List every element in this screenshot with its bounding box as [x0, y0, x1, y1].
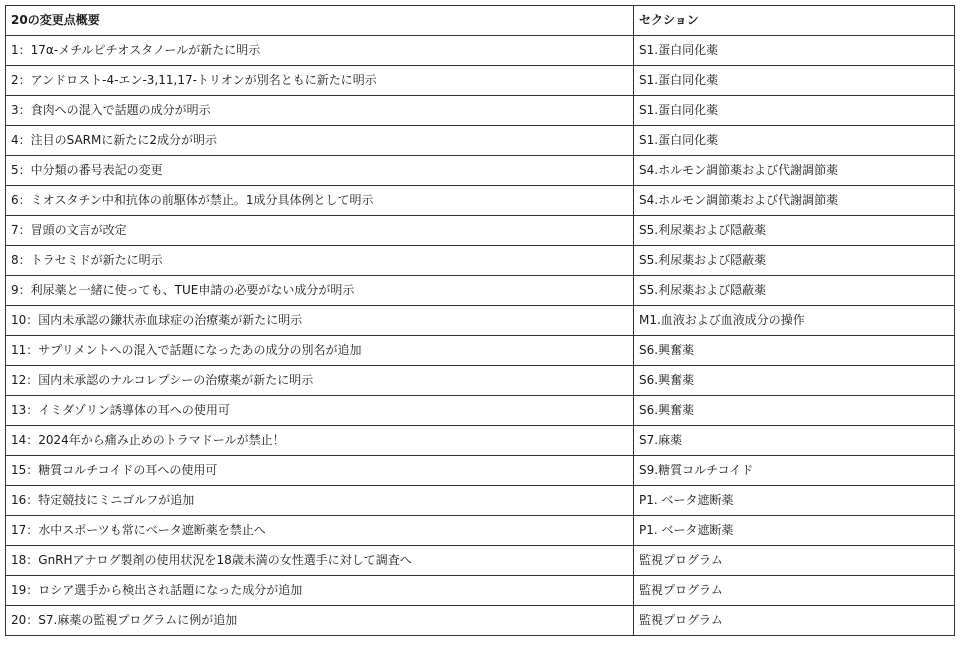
- change-summary: 14：2024年から痛み止めのトラマドールが禁止！: [6, 426, 634, 456]
- table-header-row: [6, 6, 955, 36]
- change-section: 監視プログラム: [634, 546, 955, 576]
- change-summary: 15：糖質コルチコイドの耳への使用可: [6, 456, 634, 486]
- change-summary: 9：利尿薬と一緒に使っても、TUE申請の必要がない成分が明示: [6, 276, 634, 306]
- change-section: S6.興奮薬: [634, 366, 955, 396]
- table-row: [6, 66, 955, 96]
- change-summary: 4：注目のSARMに新たに2成分が明示: [6, 126, 634, 156]
- change-section: S7.麻薬: [634, 426, 955, 456]
- change-section: M1.血液および血液成分の操作: [634, 306, 955, 336]
- change-summary: 6：ミオスタチン中和抗体の前駆体が禁止。1成分具体例として明示: [6, 186, 634, 216]
- change-summary: 13：イミダゾリン誘導体の耳への使用可: [6, 396, 634, 426]
- change-summary: 1：17α-メチルピチオスタノールが新たに明示: [6, 36, 634, 66]
- table-row: [6, 156, 955, 186]
- table-row: [6, 486, 955, 516]
- change-section: S1.蛋白同化薬: [634, 126, 955, 156]
- change-section: S1.蛋白同化薬: [634, 66, 955, 96]
- table-row: [6, 456, 955, 486]
- table-body: [6, 36, 955, 636]
- change-summary: 7：冒頭の文言が改定: [6, 216, 634, 246]
- change-section: S6.興奮薬: [634, 396, 955, 426]
- table-row: [6, 366, 955, 396]
- change-summary: 5：中分類の番号表記の変更: [6, 156, 634, 186]
- header-section: セクション: [634, 6, 955, 36]
- change-section: S4.ホルモン調節薬および代謝調節薬: [634, 186, 955, 216]
- change-summary: 10：国内未承認の鎌状赤血球症の治療薬が新たに明示: [6, 306, 634, 336]
- changes-table-container: [5, 5, 955, 636]
- changes-table: [5, 5, 955, 636]
- change-summary: 3：食肉への混入で話題の成分が明示: [6, 96, 634, 126]
- table-row: [6, 426, 955, 456]
- change-summary: 17：水中スポーツも常にベータ遮断薬を禁止へ: [6, 516, 634, 546]
- table-row: [6, 246, 955, 276]
- change-summary: 2：アンドロスト-4-エン-3,11,17-トリオンが別名ともに新たに明示: [6, 66, 634, 96]
- change-section: S9.糖質コルチコイド: [634, 456, 955, 486]
- table-row: [6, 516, 955, 546]
- change-section: S1.蛋白同化薬: [634, 96, 955, 126]
- change-summary: 20：S7.麻薬の監視プログラムに例が追加: [6, 606, 634, 636]
- change-section: S6.興奮薬: [634, 336, 955, 366]
- change-section: 監視プログラム: [634, 576, 955, 606]
- table-row: [6, 186, 955, 216]
- table-row: [6, 606, 955, 636]
- table-row: [6, 546, 955, 576]
- change-section: S5.利尿薬および隠蔽薬: [634, 246, 955, 276]
- table-row: [6, 36, 955, 66]
- change-section: S1.蛋白同化薬: [634, 36, 955, 66]
- table-row: [6, 276, 955, 306]
- table-row: [6, 216, 955, 246]
- change-section: P1. ベータ遮断薬: [634, 486, 955, 516]
- change-section: S4.ホルモン調節薬および代謝調節薬: [634, 156, 955, 186]
- change-section: S5.利尿薬および隠蔽薬: [634, 276, 955, 306]
- change-summary: 16：特定競技にミニゴルフが追加: [6, 486, 634, 516]
- change-summary: 11：サプリメントへの混入で話題になったあの成分の別名が追加: [6, 336, 634, 366]
- table-row: [6, 576, 955, 606]
- change-section: S5.利尿薬および隠蔽薬: [634, 216, 955, 246]
- table-row: [6, 396, 955, 426]
- table-row: [6, 336, 955, 366]
- change-section: P1. ベータ遮断薬: [634, 516, 955, 546]
- change-summary: 19：ロシア選手から検出され話題になった成分が追加: [6, 576, 634, 606]
- change-section: 監視プログラム: [634, 606, 955, 636]
- header-summary: 20の変更点概要: [6, 6, 634, 36]
- change-summary: 18：GnRHアナログ製剤の使用状況を18歳未満の女性選手に対して調査へ: [6, 546, 634, 576]
- change-summary: 8：トラセミドが新たに明示: [6, 246, 634, 276]
- table-row: [6, 126, 955, 156]
- table-row: [6, 96, 955, 126]
- change-summary: 12：国内未承認のナルコレプシーの治療薬が新たに明示: [6, 366, 634, 396]
- table-row: [6, 306, 955, 336]
